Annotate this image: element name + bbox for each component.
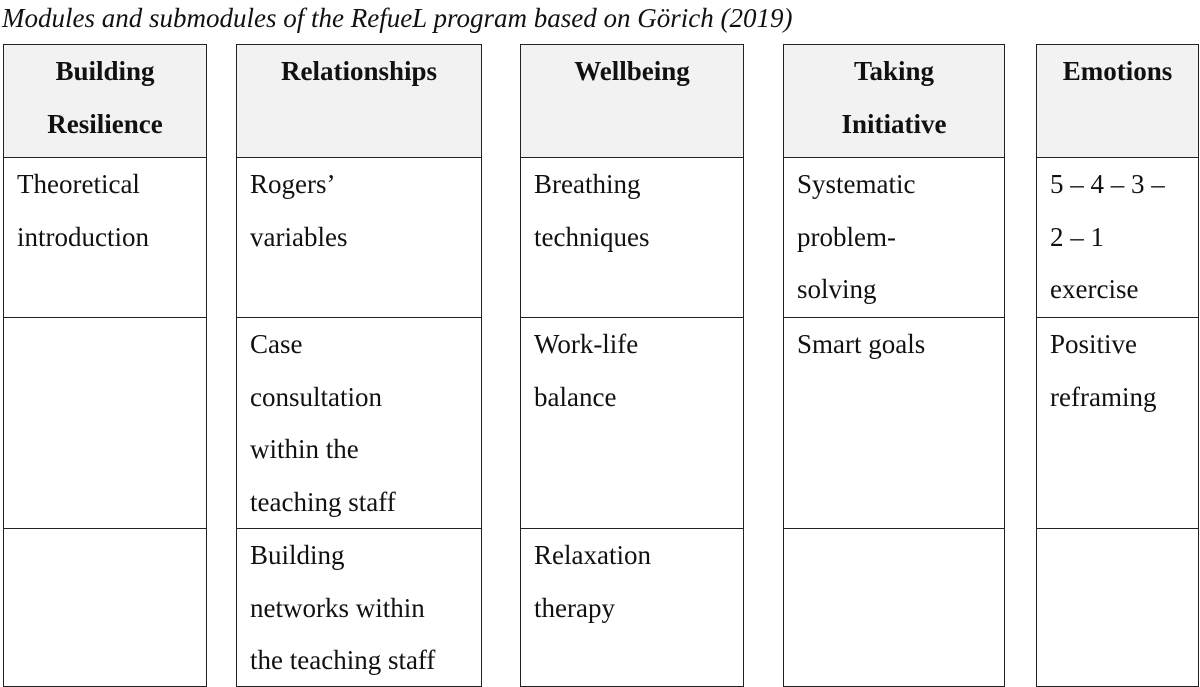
table-cell [237,528,481,687]
table-cell [1037,157,1198,317]
column-header [1037,44,1198,157]
column-header [784,44,1004,157]
column-wellbeing [520,44,744,687]
table-cell [4,157,206,317]
cell-text: Smart goals [797,329,926,359]
column-emotions [1036,44,1199,687]
cell-text: Theoretical introduction [17,169,149,252]
cell-text: 5 – 4 – 3 – 2 – 1 exercise [1050,169,1165,304]
table-cell [1037,528,1198,687]
cell-text: Building networks within the teaching staff [250,540,436,675]
table-cell [4,317,206,528]
table-cell [237,157,481,317]
cell-text: Relaxation therapy [534,540,651,623]
column-header-label: Building Resilience [47,56,163,139]
column-header [521,44,743,157]
column-header [237,44,481,157]
cell-text: Rogers’ variables [250,169,348,252]
cell-text: Work-life balance [534,329,639,412]
table-cell [784,317,1004,528]
cell-text: Breathing techniques [534,169,650,252]
column-header-label: Taking Initiative [841,56,947,139]
column-header-label: Emotions [1062,56,1173,86]
table-cell [237,317,481,528]
cell-text: Case consultation within the teaching staff [250,329,396,517]
table-cell [521,157,743,317]
column-header [4,44,206,157]
column-relationships [236,44,482,687]
table-cell [784,528,1004,687]
column-header-label: Relationships [280,56,438,86]
cell-text: Systematic problem- solving [797,169,916,304]
column-building-resilience [3,44,207,687]
table-cell [521,528,743,687]
table-cell [1037,317,1198,528]
table-cell [784,157,1004,317]
table-caption: Modules and submodules of the RefueL program based on Görich (2019) [2,3,793,33]
column-taking-initiative [783,44,1005,687]
table-cell [521,317,743,528]
column-header-label: Wellbeing [574,56,690,86]
table-cell [4,528,206,687]
cell-text: Positive reframing [1050,329,1157,412]
